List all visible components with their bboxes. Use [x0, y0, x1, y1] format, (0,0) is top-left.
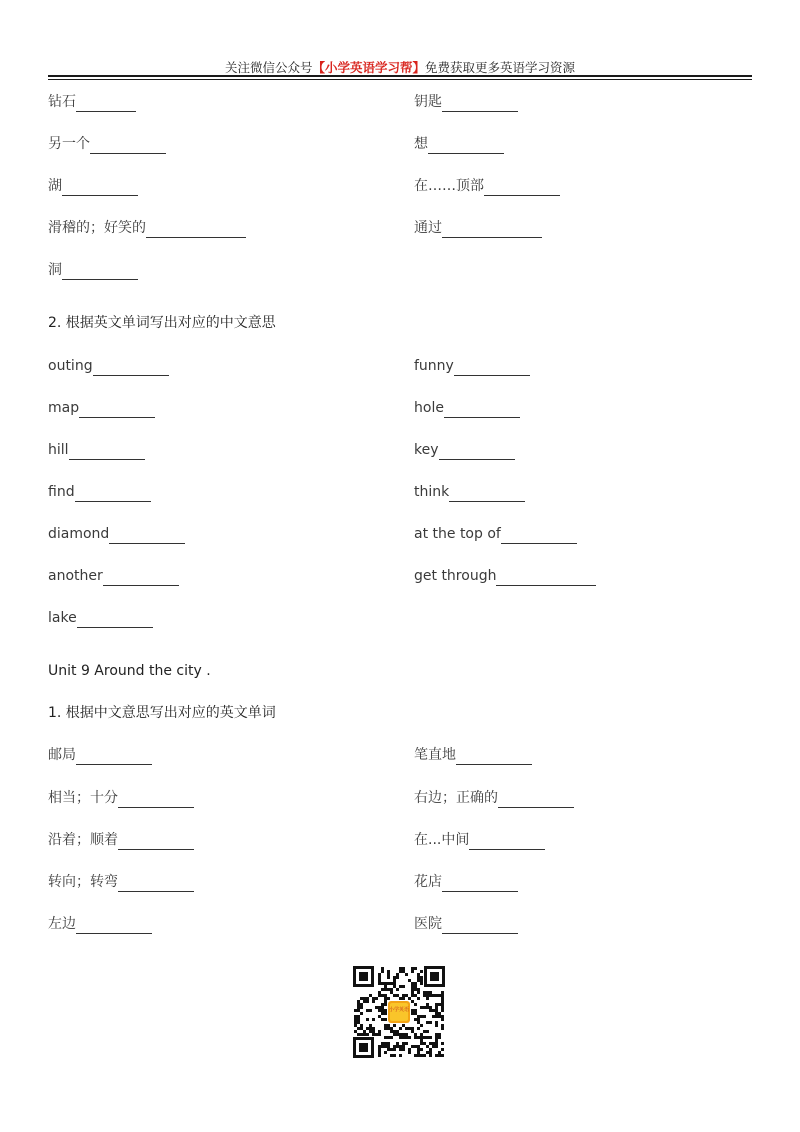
answer-blank[interactable] [118, 792, 194, 808]
answer-blank[interactable] [76, 749, 152, 765]
answer-blank[interactable] [77, 612, 153, 628]
answer-blank[interactable] [62, 264, 138, 280]
vocab-item: 通过 [414, 218, 542, 238]
vocab-item: 沿着；顺着 [48, 830, 194, 850]
unit-title: Unit 9 Around the city . [48, 663, 211, 679]
header-text-before: 关注微信公众号 [224, 60, 313, 75]
answer-blank[interactable] [469, 834, 545, 850]
vocab-item: 左边 [48, 914, 152, 934]
vocab-item: map [48, 398, 155, 418]
answer-blank[interactable] [62, 180, 138, 196]
vocab-item: find [48, 482, 151, 502]
answer-blank[interactable] [484, 180, 560, 196]
answer-blank[interactable] [118, 876, 194, 892]
answer-blank[interactable] [93, 360, 169, 376]
header-rule-thick [48, 75, 752, 77]
answer-blank[interactable] [496, 570, 596, 586]
vocab-item: hill [48, 440, 145, 460]
answer-blank[interactable] [76, 918, 152, 934]
vocab-item: think [414, 482, 525, 502]
answer-blank[interactable] [439, 444, 515, 460]
answer-blank[interactable] [456, 749, 532, 765]
answer-blank[interactable] [146, 222, 246, 238]
section-3-title: 1. 根据中文意思写出对应的英文单词 [48, 705, 276, 721]
vocab-item: 湖 [48, 176, 138, 196]
vocab-item: key [414, 440, 515, 460]
answer-blank[interactable] [76, 96, 136, 112]
vocab-item: funny [414, 356, 530, 376]
vocab-item: 在……顶部 [414, 176, 560, 196]
answer-blank[interactable] [442, 222, 542, 238]
vocab-item: 另一个 [48, 134, 166, 154]
answer-blank[interactable] [75, 486, 151, 502]
answer-blank[interactable] [442, 876, 518, 892]
vocab-item: 邮局 [48, 745, 152, 765]
vocab-item: diamond [48, 524, 185, 544]
vocab-item: get through [414, 566, 596, 586]
answer-blank[interactable] [442, 918, 518, 934]
answer-blank[interactable] [118, 834, 194, 850]
answer-blank[interactable] [428, 138, 504, 154]
section-2-title: 2. 根据英文单词写出对应的中文意思 [48, 315, 276, 331]
answer-blank[interactable] [442, 96, 518, 112]
vocab-item: 医院 [414, 914, 518, 934]
answer-blank[interactable] [103, 570, 179, 586]
answer-blank[interactable] [449, 486, 525, 502]
vocab-item: 钻石 [48, 92, 136, 112]
vocab-item: 相当；十分 [48, 788, 194, 808]
vocab-item: hole [414, 398, 520, 418]
vocab-item: 洞 [48, 260, 138, 280]
answer-blank[interactable] [69, 444, 145, 460]
qr-code-icon [353, 966, 445, 1058]
vocab-item: 在...中间 [414, 830, 545, 850]
vocab-item: 转向；转弯 [48, 872, 194, 892]
vocab-item: 钥匙 [414, 92, 518, 112]
vocab-item: at the top of [414, 524, 577, 544]
vocab-item: 花店 [414, 872, 518, 892]
vocab-item: lake [48, 608, 153, 628]
answer-blank[interactable] [501, 528, 577, 544]
vocab-item: 想 [414, 134, 504, 154]
answer-blank[interactable] [90, 138, 166, 154]
vocab-item: 右边；正确的 [414, 788, 574, 808]
answer-blank[interactable] [454, 360, 530, 376]
answer-blank[interactable] [498, 792, 574, 808]
header-rule-thin [48, 79, 752, 80]
header-highlight: 【小学英语学习帮】 [312, 60, 425, 75]
page-header [0, 58, 800, 76]
vocab-item: 笔直地 [414, 745, 532, 765]
vocab-item: outing [48, 356, 169, 376]
answer-blank[interactable] [444, 402, 520, 418]
header-text-after: 免费获取更多英语学习资源 [425, 60, 576, 75]
answer-blank[interactable] [79, 402, 155, 418]
vocab-item: another [48, 566, 179, 586]
vocab-item: 滑稽的；好笑的 [48, 218, 246, 238]
qr-center-label: 小学英语 [388, 1007, 410, 1013]
answer-blank[interactable] [109, 528, 185, 544]
